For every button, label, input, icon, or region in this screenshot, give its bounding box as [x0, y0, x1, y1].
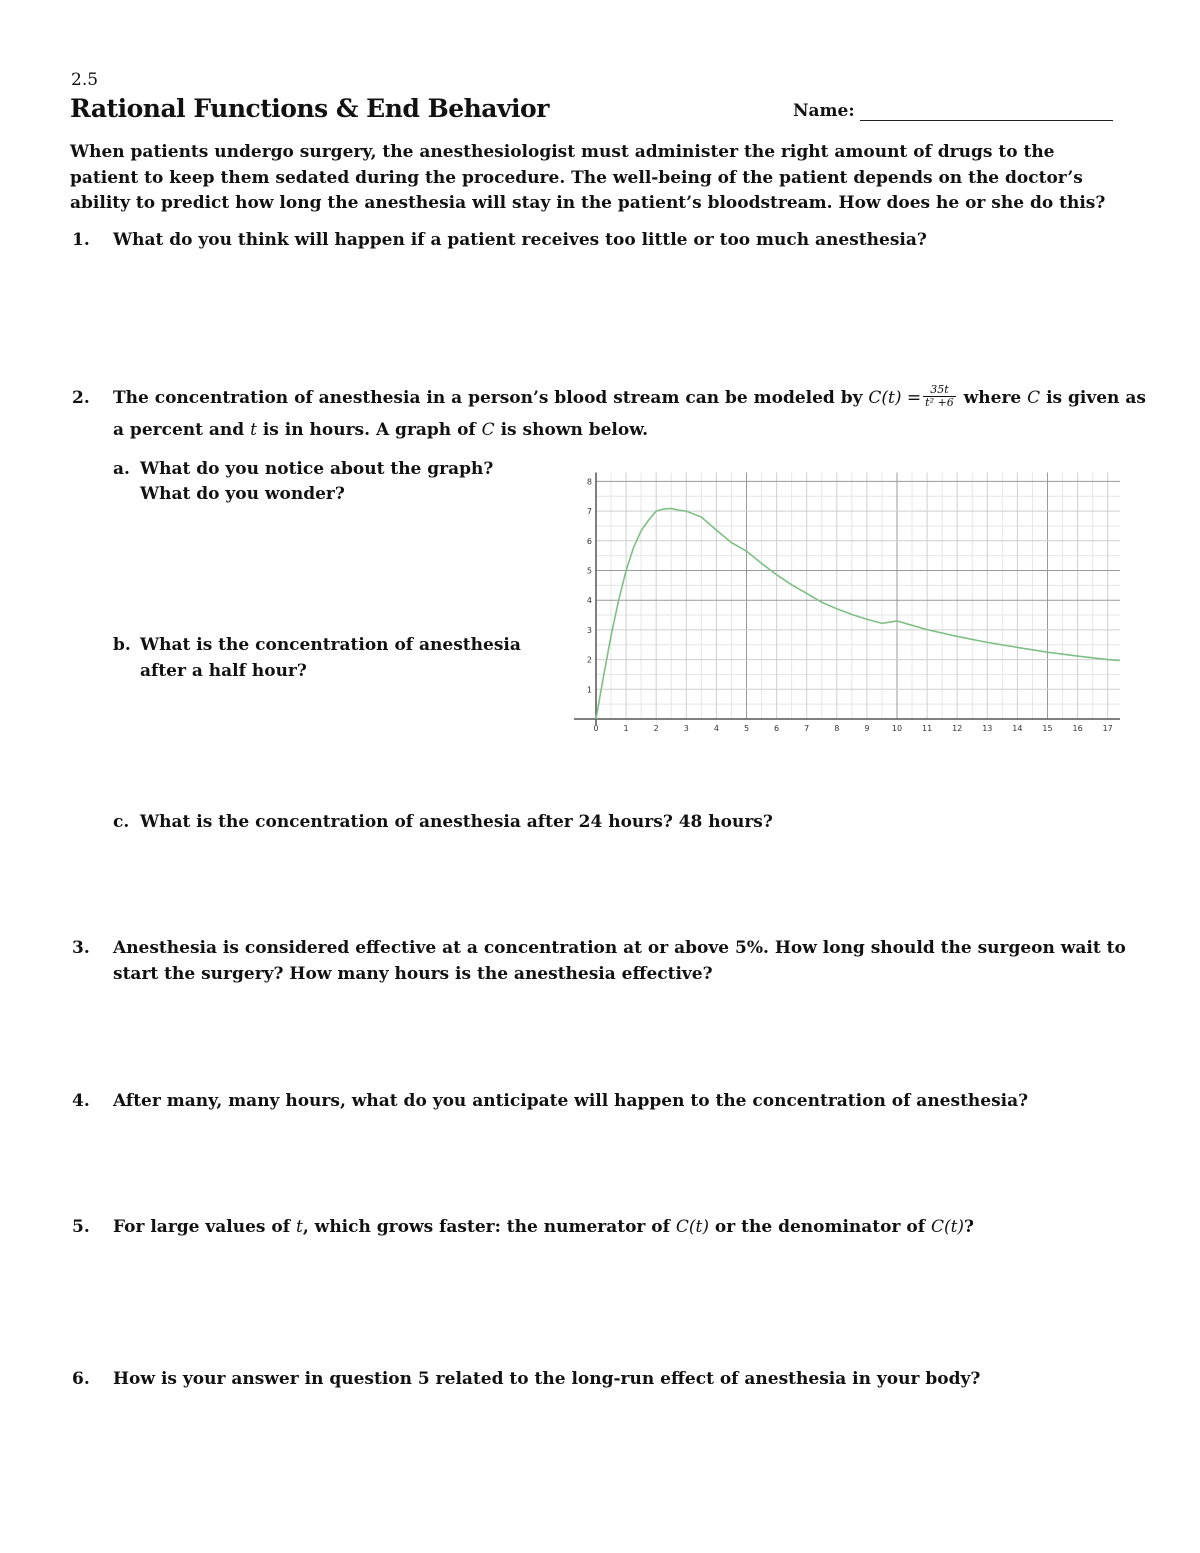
q1-number: 1.	[72, 230, 90, 250]
x-tick-label-13: 13	[982, 724, 993, 733]
q5-text-b: , which grows faster: the numerator of	[302, 1217, 676, 1237]
x-tick-label-7: 7	[804, 724, 810, 733]
y-tick-label-5: 5	[586, 566, 592, 576]
q3-line2: start the surgery? How many hours is the anesthesia effective?	[113, 964, 713, 984]
x-tick-label-4: 4	[713, 724, 719, 733]
q1-text: What do you think will happen if a patient receives too little or too much anesthesia?	[113, 230, 927, 250]
q2-var-t: t	[250, 420, 257, 440]
x-tick-label-15: 15	[1042, 724, 1053, 733]
q5-text	[113, 1215, 974, 1241]
x-tick-label-1: 1	[623, 724, 629, 733]
q6-text: How is your answer in question 5 related to the long-run effect of anesthesia in your body?	[113, 1369, 981, 1389]
concentration-chart	[560, 466, 1120, 746]
x-tick-label-3: 3	[683, 724, 689, 733]
x-tick-label-11: 11	[922, 724, 933, 733]
q2a-label: a.	[113, 459, 130, 479]
section-number: 2.5	[71, 70, 99, 90]
q2b-line2: after a half hour?	[140, 661, 307, 681]
q2-text-b: where	[957, 388, 1028, 408]
x-tick-label-17: 17	[1102, 724, 1113, 733]
q2-text-c: is given as	[1040, 388, 1146, 408]
page-title: Rational Functions & End Behavior	[70, 94, 549, 123]
name-field[interactable]	[860, 120, 1113, 121]
x-tick-label-10: 10	[891, 724, 903, 733]
q2c-text: What is the concentration of anesthesia after 24 hours? 48 hours?	[140, 812, 773, 832]
x-tick-label-14: 14	[1012, 724, 1023, 733]
y-tick-label-4: 4	[586, 596, 592, 606]
x-tick-label-2: 2	[653, 724, 659, 733]
q2-function: C(t) =	[868, 388, 922, 408]
q2-line2	[113, 418, 648, 444]
q2-text-a: The concentration of anesthesia in a person’s blood stream can be modeled by	[113, 388, 869, 408]
q5-text-a: For large values of	[113, 1217, 296, 1237]
q2-var-c: C	[1027, 388, 1041, 408]
q5-var-t: t	[296, 1217, 303, 1237]
name-label: Name:	[793, 101, 855, 121]
chart-ticks	[587, 477, 1113, 733]
x-tick-label-5: 5	[743, 724, 750, 733]
x-tick-label-6: 6	[774, 724, 780, 733]
x-tick-label-0: 0	[593, 724, 599, 733]
q2b-line1: What is the concentration of anesthesia	[140, 635, 521, 655]
q5-text-c: or the denominator of	[708, 1217, 931, 1237]
x-tick-label-16: 16	[1072, 724, 1083, 733]
q5-text-d: ?	[964, 1217, 975, 1237]
q2-fraction-numerator: 35t	[923, 384, 956, 397]
q2-line1	[113, 383, 1146, 412]
q2c-label: c.	[113, 812, 130, 832]
q4-text: After many, many hours, what do you anticipate will happen to the concentration of anesthesia?	[113, 1091, 1029, 1111]
intro-paragraph: When patients undergo surgery, the anesthesiologist must administer the right amount of drugs to the patient to keep them sedated during the procedure. The well-being of the patient depends on the doctor’s ability to predict how long the anesthesia will stay in the patient’s bloodstream. How does he or she do this?	[70, 142, 1106, 213]
q2b-label: b.	[113, 635, 131, 655]
q6-number: 6.	[72, 1369, 90, 1389]
q3-number: 3.	[72, 938, 90, 958]
y-tick-label-8: 8	[586, 477, 592, 487]
q2-line2-b: is in hours. A graph of	[256, 420, 482, 440]
q4-number: 4.	[72, 1091, 90, 1111]
y-tick-label-3: 3	[586, 625, 592, 635]
y-tick-label-2: 2	[586, 655, 592, 665]
x-tick-label-12: 12	[952, 724, 963, 733]
q5-number: 5.	[72, 1217, 90, 1237]
q2a-line2: What do you wonder?	[140, 484, 345, 504]
q2a-line1: What do you notice about the graph?	[140, 459, 494, 479]
q5-func1: C(t)	[675, 1217, 709, 1237]
q2-var-c2: C	[481, 420, 495, 440]
q2-fraction-denominator: t² +6	[925, 396, 954, 409]
q3-line1: Anesthesia is considered effective at a concentration at or above 5%. How long should the surgeon wait to	[113, 938, 1126, 958]
y-tick-label-6: 6	[586, 536, 592, 546]
q2-line2-a: a percent and	[113, 420, 251, 440]
x-tick-label-9: 9	[864, 724, 870, 733]
q2-fraction	[923, 384, 956, 409]
y-tick-label-1: 1	[586, 685, 592, 695]
series-line-c-of-t	[596, 508, 1120, 719]
x-tick-label-8: 8	[834, 724, 840, 733]
q2-number: 2.	[72, 388, 90, 408]
y-tick-label-7: 7	[586, 507, 592, 517]
chart-curve	[596, 508, 1120, 719]
q2-line2-c: is shown below.	[494, 420, 649, 440]
q5-func2: C(t)	[930, 1217, 965, 1237]
